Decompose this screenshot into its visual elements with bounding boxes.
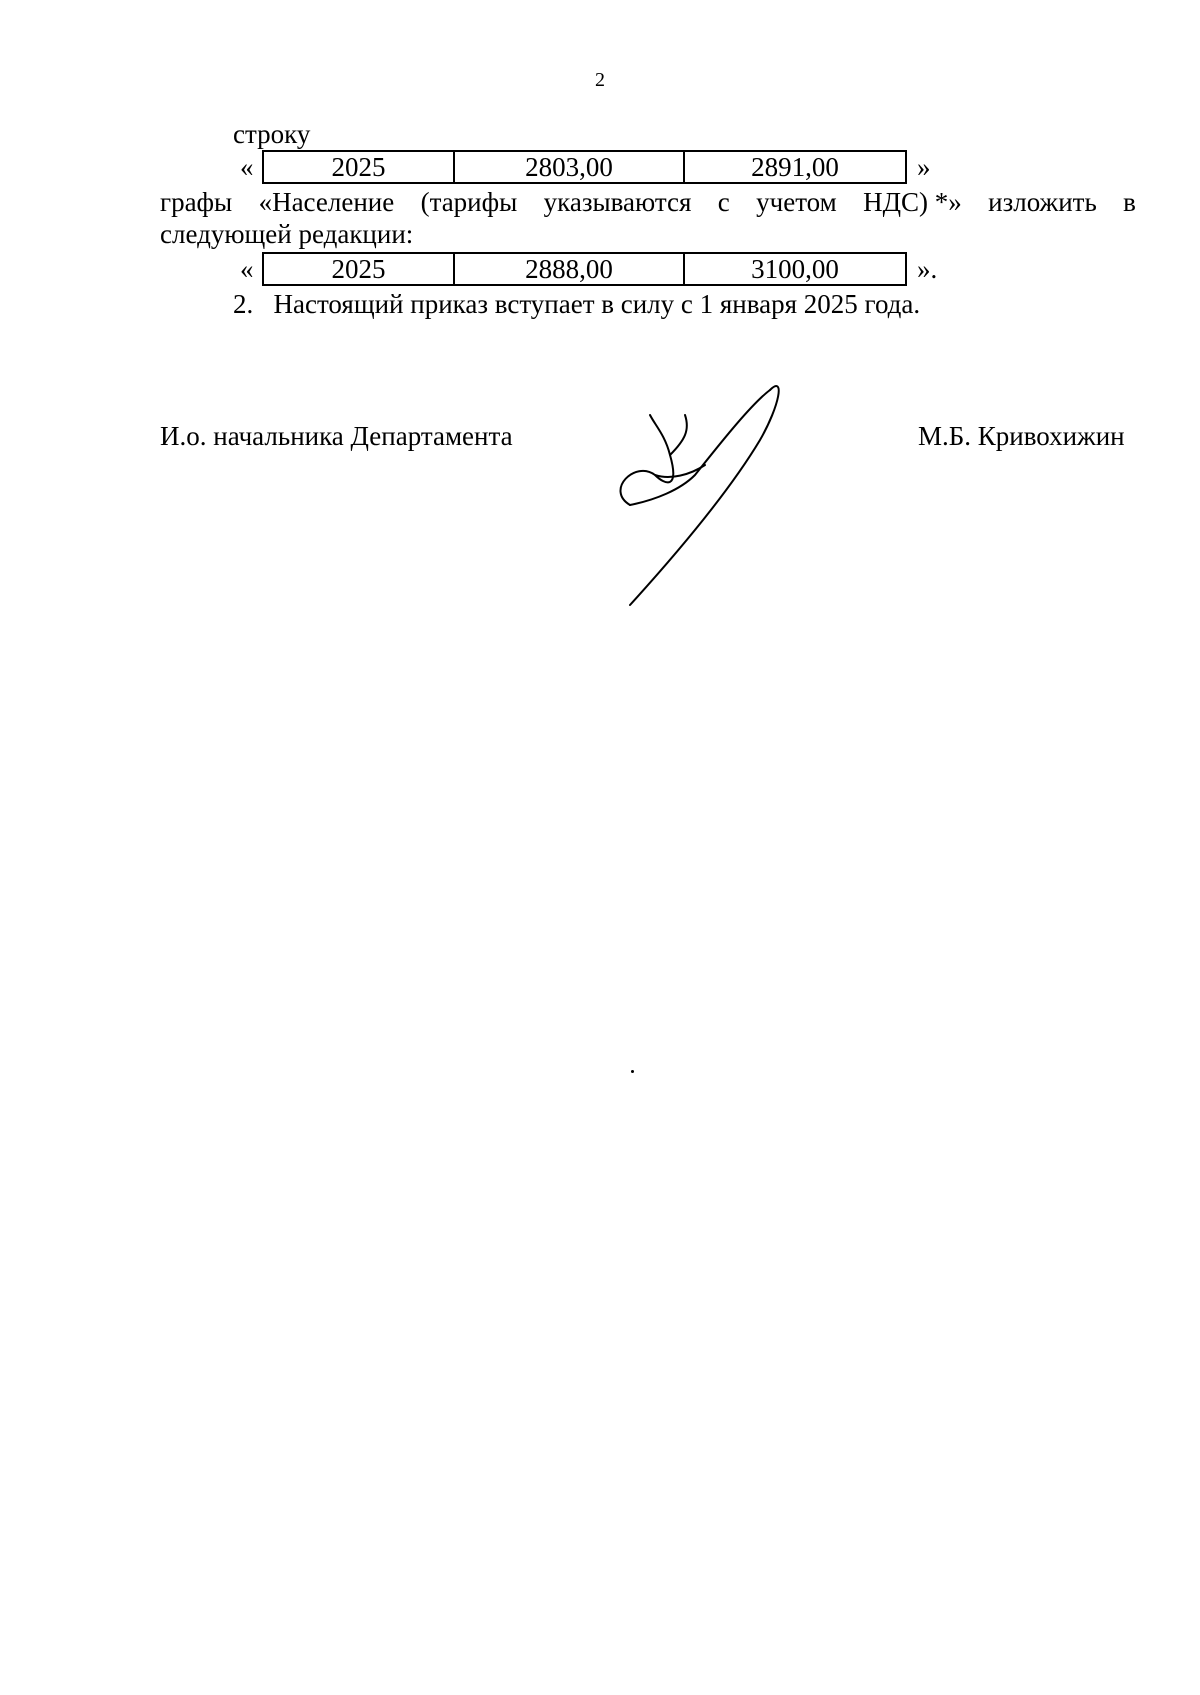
word: НДС) *» [863, 187, 962, 217]
close-quote: ». [917, 254, 938, 284]
table-cell-year: 2025 [264, 152, 455, 182]
tariff-table-new [262, 252, 907, 286]
tariff-row-old [240, 150, 961, 184]
word: в [1123, 187, 1136, 217]
paragraph-2: 2. Настоящий приказ вступает в силу с 1 января 2025 года. [233, 289, 921, 319]
word: указываются [543, 187, 692, 217]
word: (тарифы [420, 187, 518, 217]
signatory-position: И.о. начальника Департамента [160, 421, 513, 451]
tariff-table-old [262, 150, 907, 184]
scan-speck [631, 1070, 634, 1073]
table-cell-value-1: 2888,00 [455, 254, 685, 284]
signatory-name: М.Б. Кривохижин [918, 421, 1125, 451]
word: учетом [756, 187, 837, 217]
text-sleduyushchey-redaktsii: следующей редакции: [160, 219, 414, 249]
table-cell-year: 2025 [264, 254, 455, 284]
word: изложить [988, 187, 1097, 217]
open-quote: « [240, 152, 254, 182]
table-cell-value-2: 2891,00 [751, 152, 839, 182]
handwritten-signature [610, 380, 790, 610]
word: графы [160, 187, 233, 217]
word: с [717, 187, 730, 217]
table-cell-value-1: 2803,00 [455, 152, 685, 182]
page-number: 2 [595, 69, 605, 91]
table-cell-value-2: 3100,00 [751, 254, 839, 284]
close-quote: » [917, 152, 931, 182]
open-quote: « [240, 254, 254, 284]
text-line-grafy [160, 186, 1136, 218]
word: «Население [258, 187, 395, 217]
tariff-row-new [240, 252, 961, 286]
text-stroku: строку [233, 119, 311, 149]
